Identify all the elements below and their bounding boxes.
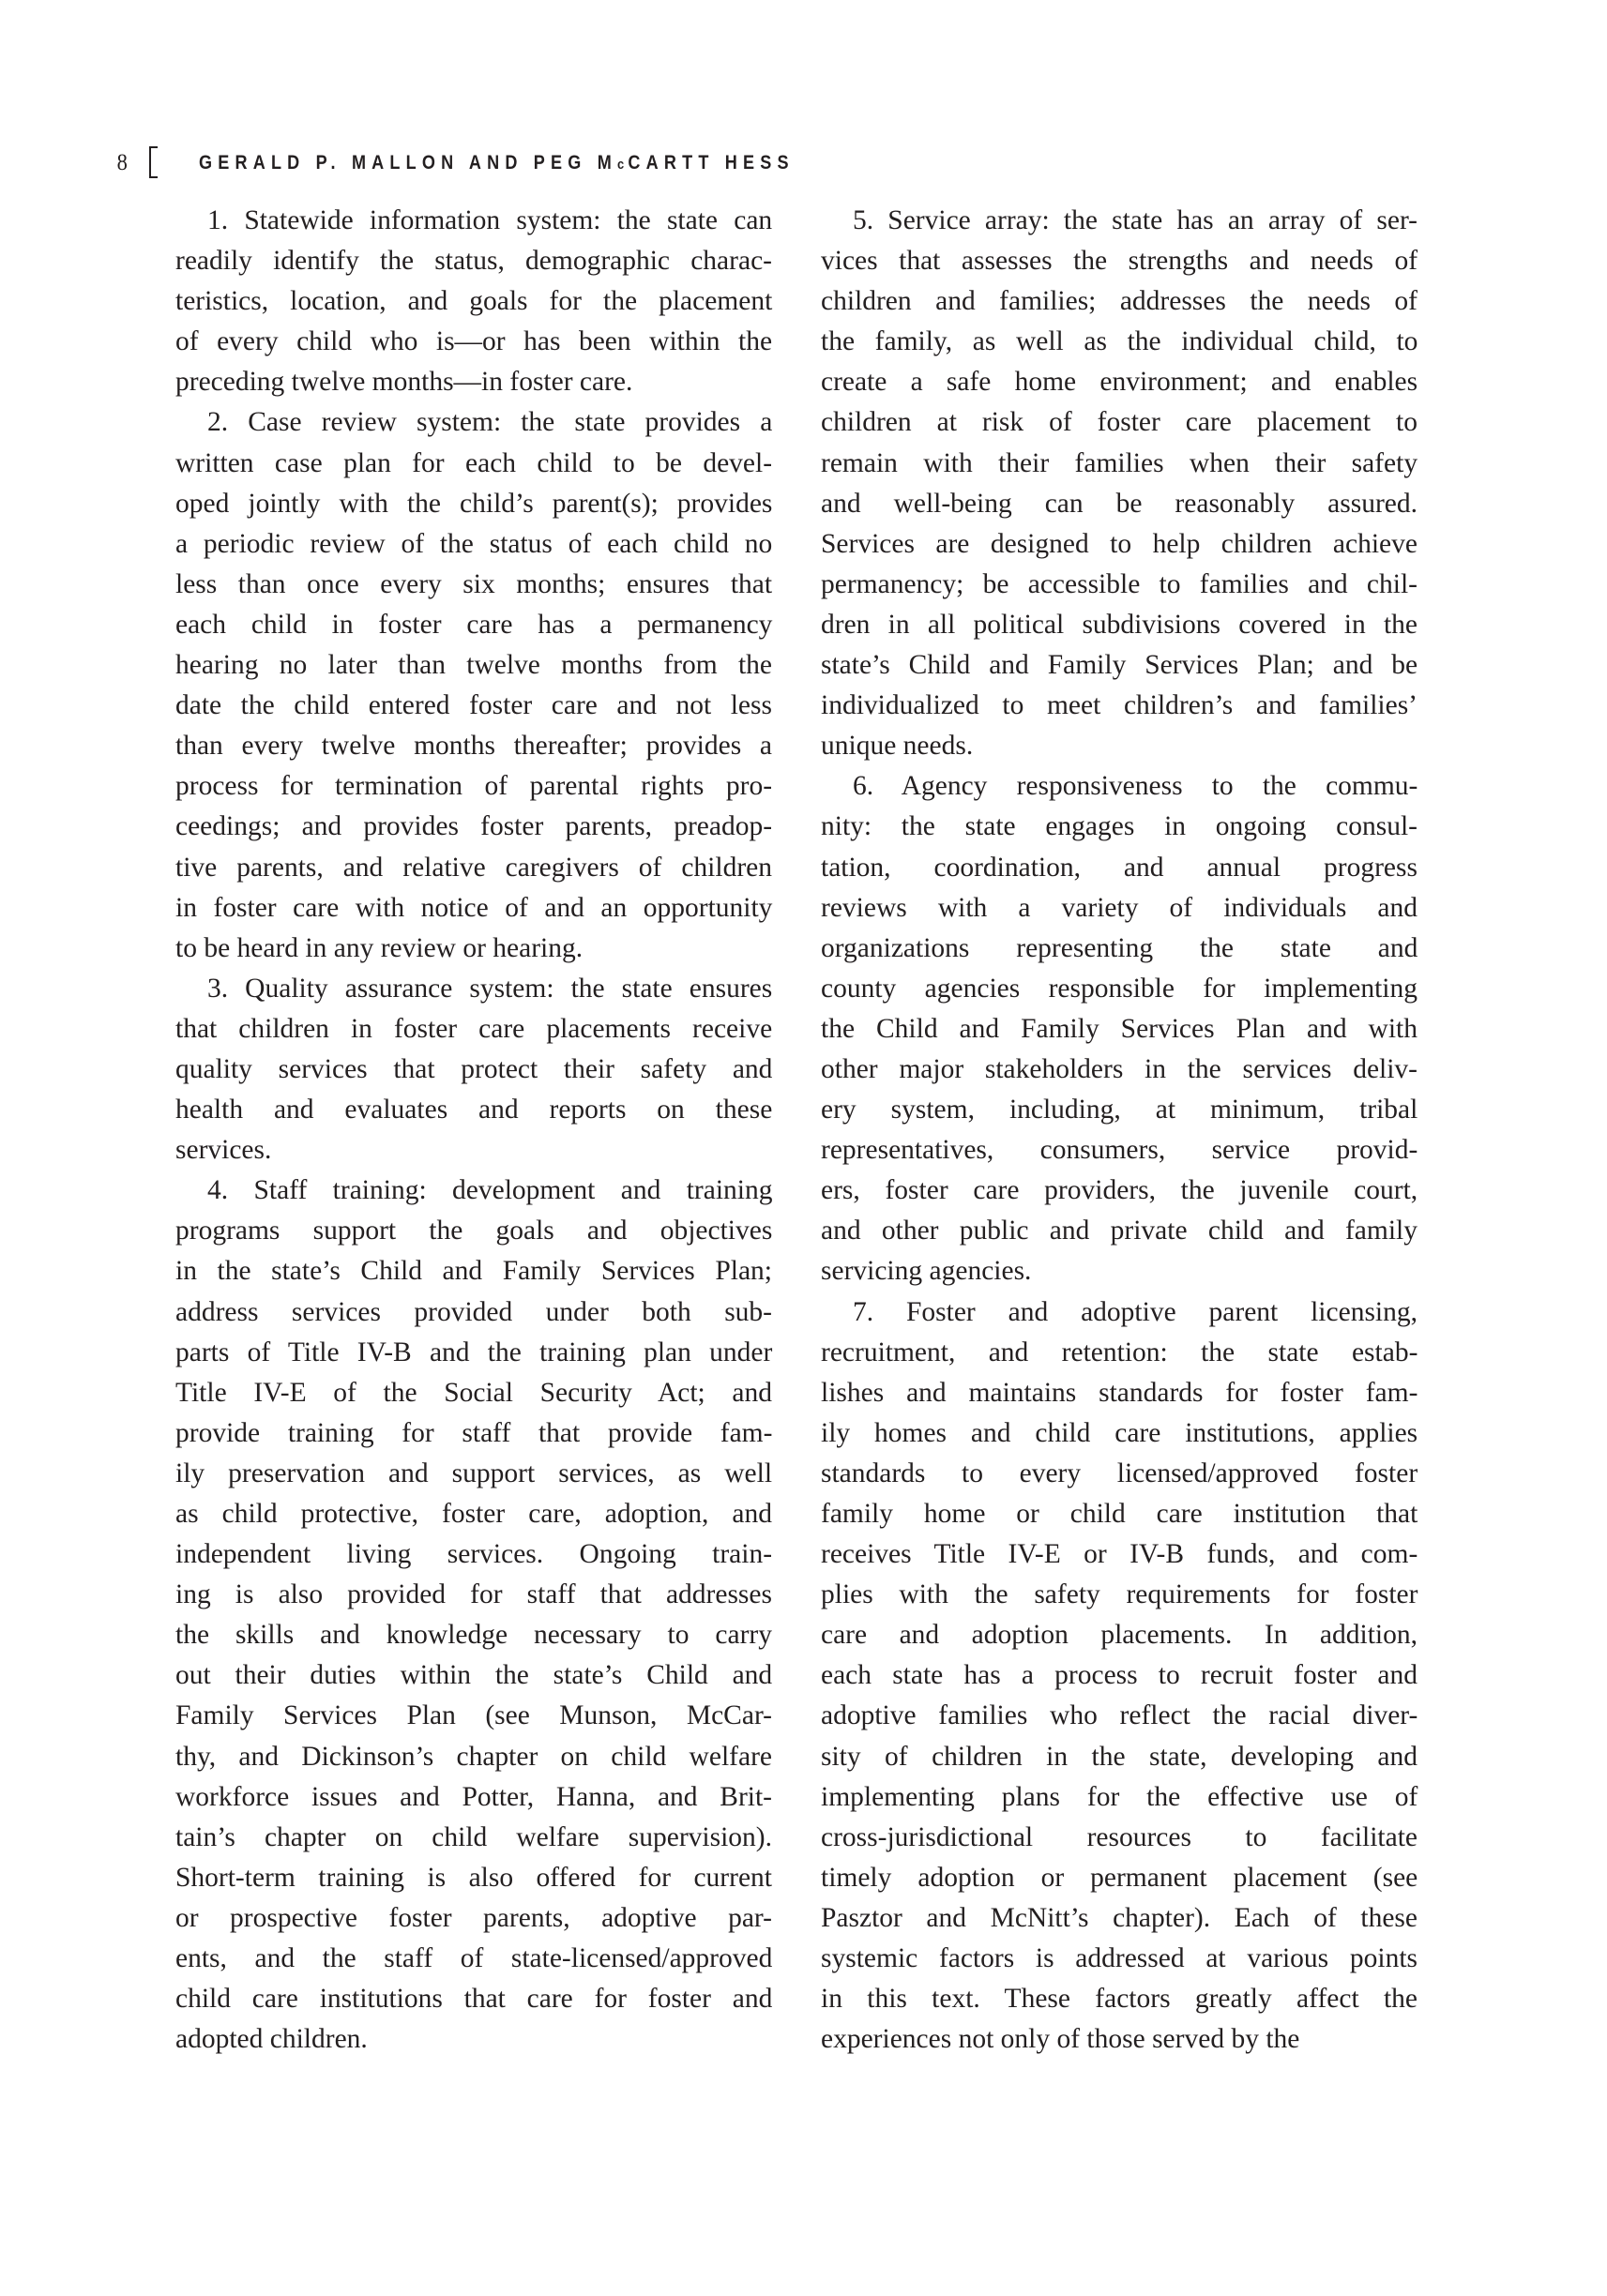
text-line: unique needs. <box>821 731 974 762</box>
text-line: 3. Quality assurance system: the state ensures <box>207 973 773 1004</box>
text-line: preceding twelve months—in foster care. <box>175 367 633 398</box>
text-line: ents, and the staff of state-licensed/approved <box>175 1943 773 1974</box>
text-line: in this text. These factors greatly affect the <box>821 1984 1417 2015</box>
text-line: nity: the state engages in ongoing consul- <box>821 811 1417 842</box>
text-line: written case plan for each child to be devel- <box>175 447 773 478</box>
text-line: child care institutions that care for foster and <box>175 1984 773 2015</box>
text-line: 6. Agency responsiveness to the commu- <box>853 771 1418 802</box>
text-line: ery system, including, at minimum, tribal <box>821 1095 1418 1125</box>
bracket-ornament <box>149 146 158 178</box>
text-line: timely adoption or permanent placement (see <box>821 1862 1418 1893</box>
text-line: date the child entered foster care and not less <box>175 690 772 721</box>
text-line: teristics, location, and goals for the placement <box>175 286 773 317</box>
list-item-5 <box>821 201 1417 766</box>
text-line: cross-jurisdictional resources to facilitate <box>821 1821 1417 1852</box>
text-line: out their duties within the state’s Child and <box>175 1660 773 1691</box>
text-line: 7. Foster and adoptive parent licensing, <box>853 1296 1417 1327</box>
text-line: Pasztor and McNitt’s chapter). Each of these <box>821 1902 1417 1933</box>
text-line: that children in foster care placements receive <box>175 1013 773 1044</box>
text-line: children at risk of foster care placement to <box>821 407 1417 438</box>
text-line: the skills and knowledge necessary to carry <box>175 1620 772 1651</box>
text-line: systemic factors is addressed at various points <box>821 1943 1417 1974</box>
text-line: address services provided under both sub- <box>175 1296 772 1327</box>
text-line: health and evaluates and reports on these <box>175 1095 773 1125</box>
text-line: tain’s chapter on child welfare supervision). <box>175 1821 772 1852</box>
author-names-part2: CARTT HESS <box>627 152 795 174</box>
author-names <box>199 152 795 174</box>
text-line: independent living services. Ongoing train- <box>175 1539 773 1570</box>
text-line: readily identify the status, demographic charac- <box>175 246 772 277</box>
list-item-3 <box>175 969 772 1171</box>
text-line: a periodic review of the status of each child no <box>175 528 773 559</box>
list-item-2 <box>175 402 772 968</box>
text-line: sity of children in the state, developing and <box>821 1741 1417 1772</box>
text-line: Services are designed to help children achieve <box>821 528 1417 559</box>
text-line: provide training for staff that provide fam- <box>175 1417 773 1448</box>
text-line: the family, as well as the individual child, to <box>821 326 1418 357</box>
text-line: other major stakeholders in the services deliv- <box>821 1053 1417 1084</box>
text-line: of every child who is—or has been within the <box>175 326 773 357</box>
text-line: reviews with a variety of individuals and <box>821 892 1417 923</box>
text-line: adopted children. <box>175 2024 368 2055</box>
text-line: receives Title IV-E or IV-B funds, and com- <box>821 1539 1418 1570</box>
text-line: or prospective foster parents, adoptive par- <box>175 1902 772 1933</box>
text-line: permanency; be accessible to families and chil- <box>821 568 1417 599</box>
text-line: Title IV-E of the Social Security Act; and <box>175 1377 772 1408</box>
text-line: 2. Case review system: the state provides a <box>207 407 773 438</box>
text-line: state’s Child and Family Services Plan; and be <box>821 650 1418 681</box>
text-line: lishes and maintains standards for foster fam- <box>821 1377 1418 1408</box>
text-line: experiences not only of those served by the <box>821 2024 1300 2055</box>
text-line: workforce issues and Potter, Hanna, and Brit- <box>175 1781 772 1812</box>
text-line: representatives, consumers, service provid- <box>821 1135 1418 1166</box>
text-line: in the state’s Child and Family Services Plan; <box>175 1256 772 1287</box>
text-line: dren in all political subdivisions covered in the <box>821 609 1418 640</box>
list-item-1 <box>175 201 772 402</box>
page-number: 8 <box>116 150 128 175</box>
text-line: hearing no later than twelve months from the <box>175 650 772 681</box>
text-line: quality services that protect their safety and <box>175 1053 773 1084</box>
text-line: and well-being can be reasonably assured. <box>821 488 1418 519</box>
text-line: the Child and Family Services Plan and with <box>821 1013 1417 1044</box>
text-line: in foster care with notice of and an opportunity <box>175 892 773 923</box>
text-line: ers, foster care providers, the juvenile court, <box>821 1175 1418 1206</box>
text-line: ing is also provided for staff that addresses <box>175 1579 772 1610</box>
text-line: create a safe home environment; and enables <box>821 367 1418 398</box>
text-line: standards to every licensed/approved foster <box>821 1458 1418 1488</box>
author-names-smallcap: c <box>616 157 628 173</box>
text-line: Family Services Plan (see Munson, McCar- <box>175 1700 772 1731</box>
text-line: individualized to meet children’s and families’ <box>821 690 1417 721</box>
text-line: process for termination of parental rights pro- <box>175 771 773 802</box>
text-line: family home or child care institution that <box>821 1499 1418 1529</box>
text-line: remain with their families when their safety <box>821 447 1418 478</box>
text-line: tive parents, and relative caregivers of children <box>175 852 772 883</box>
text-line: than every twelve months thereafter; provides a <box>175 731 772 762</box>
text-line: each state has a process to recruit foster and <box>821 1660 1417 1691</box>
text-line: services. <box>175 1135 272 1166</box>
list-item-4 <box>175 1171 772 2060</box>
text-line: county agencies responsible for implementing <box>821 973 1417 1004</box>
text-line: ily homes and child care institutions, applies <box>821 1417 1418 1448</box>
text-line: tation, coordination, and annual progress <box>821 852 1417 883</box>
text-line: 5. Service array: the state has an array of ser- <box>853 205 1417 235</box>
text-line: programs support the goals and objectives <box>175 1216 773 1246</box>
text-column-left <box>175 201 772 2060</box>
text-line: oped jointly with the child’s parent(s); provides <box>175 488 773 519</box>
text-line: 4. Staff training: development and training <box>207 1175 773 1206</box>
text-line: ily preservation and support services, as well <box>175 1458 773 1488</box>
text-line: each child in foster care has a permanency <box>175 609 773 640</box>
text-line: children and families; addresses the needs of <box>821 286 1417 317</box>
text-line: to be heard in any review or hearing. <box>175 932 584 963</box>
text-column-right <box>821 201 1417 2060</box>
list-item-7 <box>821 1292 1417 2061</box>
text-line: parts of Title IV-B and the training plan under <box>175 1337 773 1367</box>
text-line: recruitment, and retention: the state estab- <box>821 1337 1418 1367</box>
text-line: implementing plans for the effective use of <box>821 1781 1418 1812</box>
text-line: Short-term training is also offered for current <box>175 1862 772 1893</box>
text-line: thy, and Dickinson’s chapter on child welfare <box>175 1741 772 1772</box>
author-names-part1: GERALD P. MALLON AND PEG M <box>198 152 617 174</box>
text-line: care and adoption placements. In addition, <box>821 1620 1417 1651</box>
text-line: as child protective, foster care, adoption, and <box>175 1499 772 1529</box>
text-line: servicing agencies. <box>821 1256 1032 1287</box>
running-head <box>116 141 891 182</box>
text-line: organizations representing the state and <box>821 932 1418 963</box>
list-item-6 <box>821 766 1417 1292</box>
text-line: less than once every six months; ensures that <box>175 568 773 599</box>
text-line: adoptive families who reflect the racial diver- <box>821 1700 1418 1731</box>
text-line: vices that assesses the strengths and needs of <box>821 246 1418 277</box>
text-line: 1. Statewide information system: the state can <box>207 205 773 235</box>
text-line: and other public and private child and family <box>821 1216 1417 1246</box>
text-line: ceedings; and provides foster parents, preadop- <box>175 811 773 842</box>
text-line: plies with the safety requirements for foster <box>821 1579 1418 1610</box>
